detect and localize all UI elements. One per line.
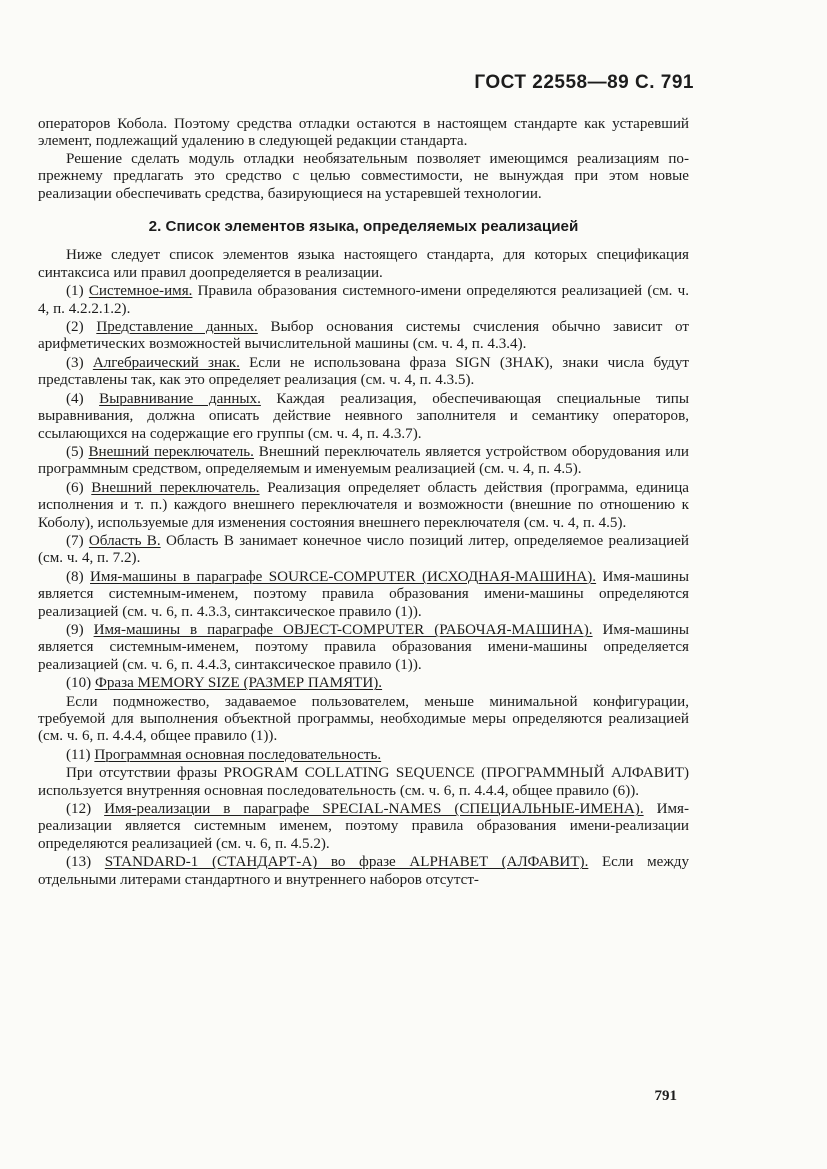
item-term: STANDARD-1 (СТАНДАРТ-А) во фразе ALPHABET (АЛФАВИТ). <box>104 854 589 871</box>
item-term: Область В. <box>88 532 161 549</box>
item-text: Имя-реализации является системным именем, поэтому правила образования имени-реализации определяются реализацией (см. ч. 6, п. 4.5.2). <box>38 801 689 852</box>
item-text: Имя-машины является системным-именем, поэтому правила образования имени-машины определяется реализацией (см. ч. 6, п. 4.4.3, синтаксическое правило (1)). <box>38 621 690 673</box>
body-text <box>38 116 689 889</box>
list-item <box>38 533 689 568</box>
item-number: (2) <box>66 319 84 336</box>
item-term: Представление данных. <box>96 319 258 336</box>
item-text: Если между отдельными литерами стандартного и внутреннего наборов отсутст- <box>38 854 690 888</box>
item-number: (12) <box>66 801 92 818</box>
list-item <box>38 747 689 764</box>
list-item <box>38 355 689 390</box>
item-text: Если не использована фраза SIGN (ЗНАК), знаки числа будут представлены так, как это определяет реализация (см. ч. 4, п. 4.3.5). <box>38 354 689 389</box>
item-text: Область В занимает конечное число позиций литер, определяемое реализацией (см. ч. 4, п. 7.2). <box>38 532 690 567</box>
item-term: Фраза MEMORY SIZE (РАЗМЕР ПАМЯТИ). <box>94 675 383 692</box>
item-number: (4) <box>66 390 84 407</box>
item-term: Алгебраический знак. <box>92 354 240 371</box>
list-item <box>38 480 689 532</box>
section-title: 2. Список элементов языка, определяемых реализацией <box>148 218 579 236</box>
list-item <box>38 622 689 674</box>
list-item <box>38 694 689 746</box>
item-number: (6) <box>66 479 84 496</box>
item-number: (10) <box>66 675 92 692</box>
item-text: Если подмножество, задаваемое пользователем, меньше минимальной конфигурации, требуемой для выполнения объектной программы, необходимые меры определяются реализацией (см. ч. 6, п. 4.4.4, общее правило (1)). <box>38 693 689 745</box>
intro-paragraph-2: Решение сделать модуль отладки необязательным позволяет имеющимся реализациям по-прежнему предлагать это средство с целью совместимости, не вынуждая при этом новые реализации обеспечивать средства, базирующиеся на устаревшей технологии. <box>38 150 689 202</box>
item-term: Программная основная последовательность. <box>94 746 382 763</box>
page-number: 791 <box>654 1088 677 1104</box>
intro-paragraph-1: операторов Кобола. Поэтому средства отладки остаются в настоящем стандарте как устаревший элемент, подлежащий удалению в следующей редакции стандарта. <box>38 116 689 150</box>
item-term: Внешний переключатель. <box>91 479 260 496</box>
item-number: (9) <box>66 621 84 638</box>
item-text: Имя-машины является системным-именем, поэтому правила образования имени-машины определяются реализацией (см. ч. 6, п. 4.3.3, синтаксическое правило (1)). <box>38 568 689 620</box>
item-term: Выравнивание данных. <box>99 390 261 407</box>
list-item <box>38 569 689 621</box>
page-header: ГОСТ 22558—89 С. 791 <box>474 72 694 93</box>
item-term: Внешний переключатель. <box>88 443 254 460</box>
item-number: (11) <box>66 746 91 763</box>
item-number: (1) <box>66 283 84 300</box>
item-text: Внешний переключатель является устройством оборудования или программным средством, определяемым и именуемым реализацией (см. ч. 4, п. 4.5). <box>38 443 689 478</box>
item-number: (5) <box>66 443 84 460</box>
item-term: Имя-машины в параграфе SOURCE-COMPUTER (ИСХОДНАЯ-МАШИНА). <box>90 568 597 585</box>
item-term: Имя-реализации в параграфе SPECIAL-NAMES (СПЕЦИАЛЬНЫЕ-ИМЕНА). <box>104 801 644 818</box>
list-item <box>38 283 689 318</box>
item-text: Выбор основания системы счисления обычно зависит от арифметических возможностей вычислительной машины (см. ч. 4, п. 4.3.4). <box>38 319 689 353</box>
item-number: (3) <box>66 354 84 371</box>
item-number: (8) <box>66 568 84 585</box>
list-item <box>38 765 689 800</box>
list-item <box>38 391 689 443</box>
item-number: (13) <box>66 854 92 871</box>
item-text: Каждая реализация, обеспечивающая специальные типы выравнивания, должна описать действие неявного заполнителя и семантику операторов, ссылающихся на содержащие его группы (см. ч. 4, п. 4.3.7). <box>38 390 689 442</box>
list-item <box>38 444 689 479</box>
item-number: (7) <box>66 532 84 549</box>
list-item <box>38 675 689 692</box>
list-item <box>38 801 689 853</box>
item-text: Реализация определяет область действия (программа, единица исполнения и т. п.) каждого внешнего переключателя и возможности (внешние по отношению к Коболу), используемые для изменения состояния внешнего переключателя (см. ч. 4, п. 4.5). <box>38 479 690 531</box>
item-term: Системное-имя. <box>88 283 193 300</box>
item-text: При отсутствии фразы PROGRAM COLLATING SEQUENCE (ПРОГРАММНЫЙ АЛФАВИТ) используется внутренняя основная последовательность (см. ч. 6, п. 4.4.4, общее правило (6)). <box>38 765 689 799</box>
list-item <box>38 854 689 889</box>
item-term: Имя-машины в параграфе OBJECT-COMPUTER (РАБОЧАЯ-МАШИНА). <box>93 621 593 638</box>
item-text: Правила образования системного-имени определяются реализацией (см. ч. 4, п. 4.2.2.1.2). <box>38 283 689 317</box>
item-list <box>38 283 689 889</box>
section-lead: Ниже следует список элементов языка настоящего стандарта, для которых спецификация синтаксиса или правил доопределяется в реализации. <box>38 247 689 281</box>
list-item <box>38 319 689 354</box>
